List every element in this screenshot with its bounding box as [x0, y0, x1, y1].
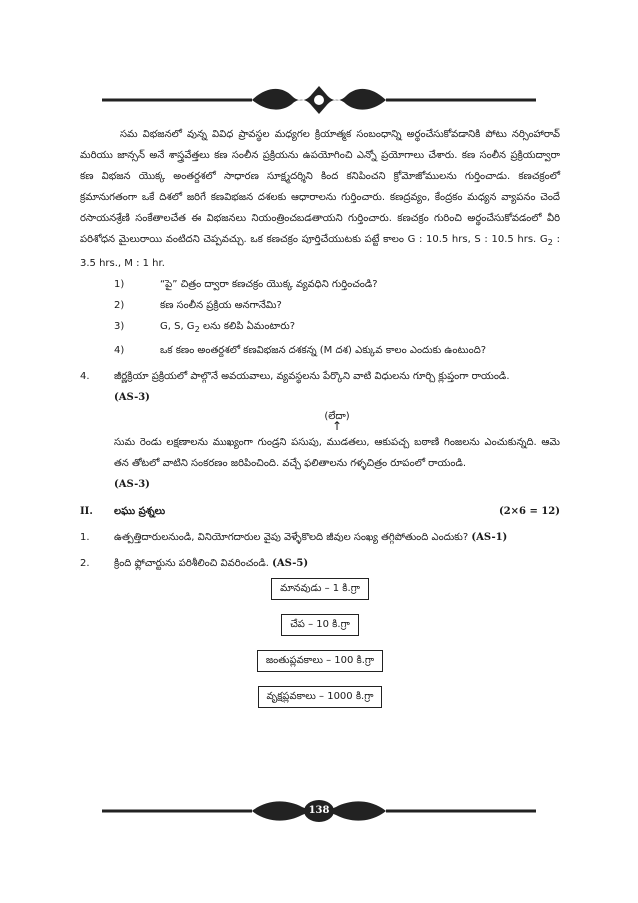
flowchart-box: మానవుడు – 1 కి.గ్రా — [271, 578, 369, 600]
question-4: 4. జీర్ణక్రియా ప్రక్రియలో పాల్గొనే అవయవాలు, వ్యవస్థలను పేర్కొని వాటి విధులను గూర్చి క్లుప్తంగా రాయండి. (AS-3) (లేదా) ↑ సుమ రెండు లక్షణాలను ముఖ్యంగా గుండ్రని పసుపు, ముడతలు, ఆకుపచ్చ బఠాణి గింజలను ఎంచుకున్నది. ఆమె తన తోటలో వాటిని సంకరణం జరిపించింది. వచ్చే ఫలితాలను గళ్ళచిత్రం రూపంలో రాయండి. (AS-3) — [80, 371, 560, 490]
flowchart-box: జంతుప్లవకాలు – 100 కి.గ్రా — [257, 650, 383, 672]
top-ornament — [102, 82, 536, 118]
page-number-badge: 138 — [304, 800, 334, 822]
sub-question: 1) “పై” చిత్రం ద్వారా కణచక్రం యొక్క వ్యవధిని గుర్తించండి? — [114, 279, 378, 290]
section-header: II. లఘు ప్రశ్నలు (2×6 = 12) — [80, 506, 560, 517]
sub-question: 4) ఒక కణం అంతర్దశలో కణవిభజన దశకన్న (M దశ) ఎక్కువ కాలం ఎందుకు ఉంటుంది? — [114, 345, 487, 356]
content — [80, 124, 560, 708]
paragraph-case-study: సమ విభజనలో వున్న వివిధ ప్రావస్థల మధ్యగల క్రియాత్మక సంబంధాన్ని అర్థంచేసుకోవడానికి పోటు నర్సింహారావ్ మరియు జాన్సన్ అనే శాస్త్రవేత్తలు కణ సంలీన ప్రక్రియను ఉపయోగించి ఎన్నో ప్రయోగాలు చేశారు. కణ సంలీన ప్రక్రియద్వారా కణ విభజన యొక్క అంతర్దశలో సాధారణ సూక్ష్మదర్శిని కింద కనిపించని క్రోమోజోములను గుర్తించాడు. కణచక్రంలో క్రమానుగతంగా ఒకే దిశలో జరిగే కణవిభజన దశలకు ఆధారాలను గుర్తించారు. కణద్రవ్యం, కేంద్రకం మధ్యన వ్యాపనం చెందే రసాయనశ్రేణి సంకేతాలచేత ఈ విభజనలు నియంత్రించబడతాయని గుర్తించారు. కణచక్రం గురించి అర్థంచేసుకోవడంలో వీరి పరిశోధన మైలురాయి వంటిదని చెప్పవచ్చు. ఒక కణచక్రం పూర్తిచేయుటకు పట్టే కాలం G : 10.5 hrs, S : 10.5 hrs. $G_2$ : 3.5 hrs., M : 1 hr. — [80, 129, 560, 269]
sub-question: 2) కణ సంలీన ప్రక్రియ అనగానేమి? — [114, 300, 282, 311]
flowchart-box: వృక్షప్లవకాలు – 1000 కి.గ్రా — [258, 686, 383, 708]
flowchart-box: చేప – 10 కి.గ్రా — [281, 614, 359, 636]
flowchart — [80, 578, 560, 708]
or-label: (లేదా) ↑ — [324, 411, 350, 433]
sub-question: 3) G, S, $G_2$ లను కలిపి ఏమంటారు? — [114, 321, 296, 334]
short-question-2: 2. క్రింది ఫ్లోచార్టును పరిశీలించి వివరించండి. (AS-5) — [80, 558, 309, 569]
short-question-1: 1. ఉత్పత్తిదారులనుండి, వినియోగదారుల వైపు వెళ్ళేకొలది జీవుల సంఖ్య తగ్గిపోతుంది ఎందుకు? (AS-1) — [80, 532, 508, 543]
up-arrow-icon: ↑ — [331, 419, 343, 433]
